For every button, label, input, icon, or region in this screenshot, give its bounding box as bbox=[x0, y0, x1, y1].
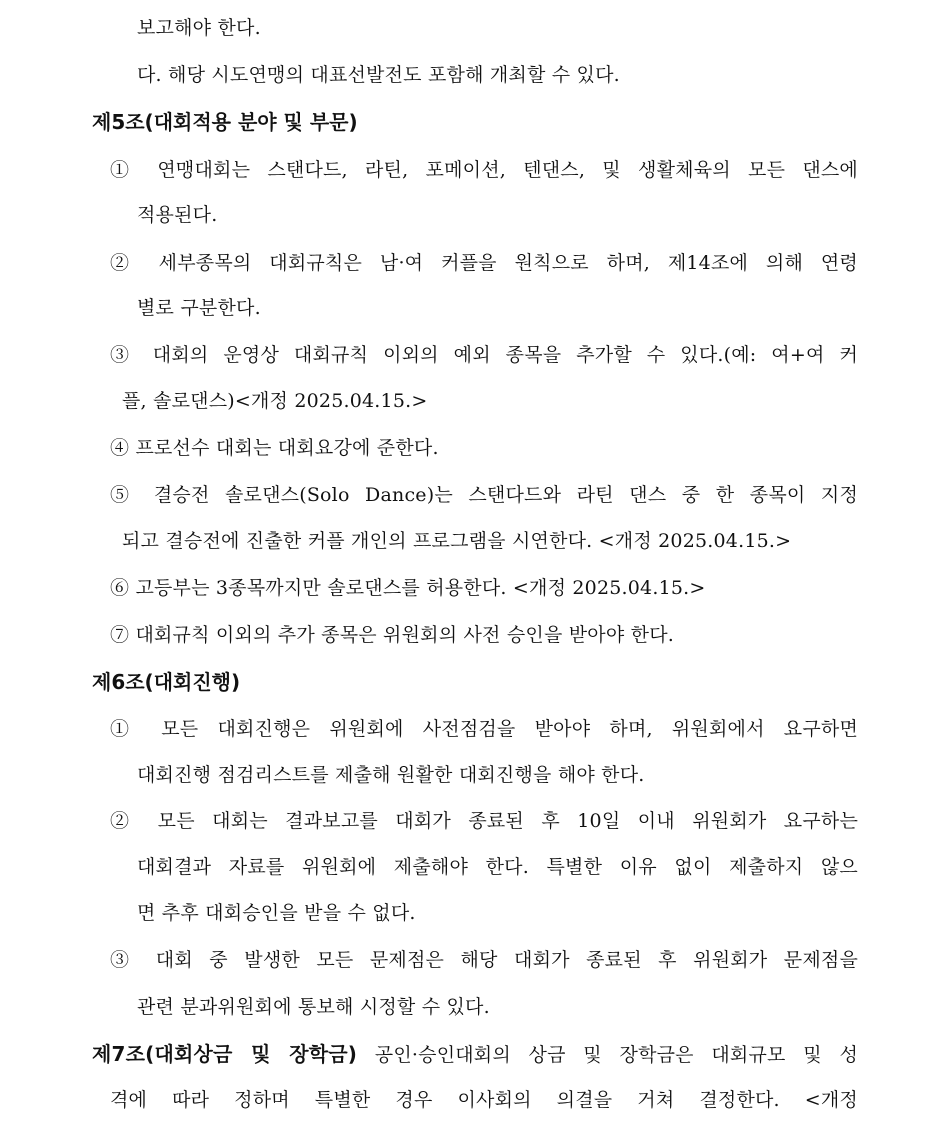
article-7-heading: 제7조(대회상금 및 장학금) bbox=[92, 1042, 358, 1066]
clause-6-2-line-2: 대회결과 자료를 위원회에 제출해야 한다. 특별한 이유 없이 제출하지 않으 bbox=[137, 856, 858, 878]
clause-5-1-line-1: ① 연맹대회는 스탠다드, 라틴, 포메이션, 텐댄스, 및 생활체육의 모든 댄스에 bbox=[110, 159, 858, 181]
clause-5-3-line-2: 플, 솔로댄스)<개정 2025.04.15.> bbox=[122, 390, 428, 412]
clause-5-2-line-2: 별로 구분한다. bbox=[137, 297, 261, 319]
clause-5-1-line-2: 적용된다. bbox=[137, 204, 218, 226]
article-7-line-1 bbox=[92, 1039, 858, 1070]
text-line: 보고해야 한다. bbox=[137, 17, 261, 39]
article-7-line-2: 격에 따라 정하며 특별한 경우 이사회의 의결을 거쳐 결정한다. <개정 bbox=[110, 1089, 858, 1111]
clause-6-3-line-1: ③ 대회 중 발생한 모든 문제점은 해당 대회가 종료된 후 위원회가 문제점을 bbox=[110, 949, 858, 971]
clause-5-2-line-1: ② 세부종목의 대회규칙은 남·여 커플을 원칙으로 하며, 제14조에 의해 연령 bbox=[110, 252, 858, 274]
clause-5-4: ④ 프로선수 대회는 대회요강에 준한다. bbox=[110, 437, 439, 459]
clause-6-1-line-1: ① 모든 대회진행은 위원회에 사전점검을 받아야 하며, 위원회에서 요구하면 bbox=[110, 718, 858, 740]
clause-5-5-line-1: ⑤ 결승전 솔로댄스(Solo Dance)는 스탠다드와 라틴 댄스 중 한 종목이 지정 bbox=[110, 484, 858, 506]
clause-6-2-line-3: 면 추후 대회승인을 받을 수 없다. bbox=[137, 902, 416, 924]
article-5-heading: 제5조(대회적용 분야 및 부문) bbox=[92, 110, 358, 134]
clause-5-3-line-1: ③ 대회의 운영상 대회규칙 이외의 예외 종목을 추가할 수 있다.(예: 여+여 커 bbox=[110, 344, 858, 366]
clause-5-5-line-2: 되고 결승전에 진출한 커플 개인의 프로그램을 시연한다. <개정 2025.04.15.> bbox=[122, 530, 792, 552]
clause-5-7: ⑦ 대회규칙 이외의 추가 종목은 위원회의 사전 승인을 받아야 한다. bbox=[110, 624, 675, 646]
clause-6-2-line-1: ② 모든 대회는 결과보고를 대회가 종료된 후 10일 이내 위원회가 요구하는 bbox=[110, 810, 858, 832]
clause-6-3-line-2: 관련 분과위원회에 통보해 시정할 수 있다. bbox=[137, 996, 490, 1018]
text-line: 다. 해당 시도연맹의 대표선발전도 포함해 개최할 수 있다. bbox=[137, 64, 620, 86]
article-6-heading: 제6조(대회진행) bbox=[92, 670, 241, 694]
clause-5-6: ⑥ 고등부는 3종목까지만 솔로댄스를 허용한다. <개정 2025.04.15.> bbox=[110, 577, 706, 599]
clause-6-1-line-2: 대회진행 점검리스트를 제출해 원활한 대회진행을 해야 한다. bbox=[137, 764, 645, 786]
article-7-text: 공인·승인대회의 상금 및 장학금은 대회규모 및 성 bbox=[357, 1044, 858, 1066]
